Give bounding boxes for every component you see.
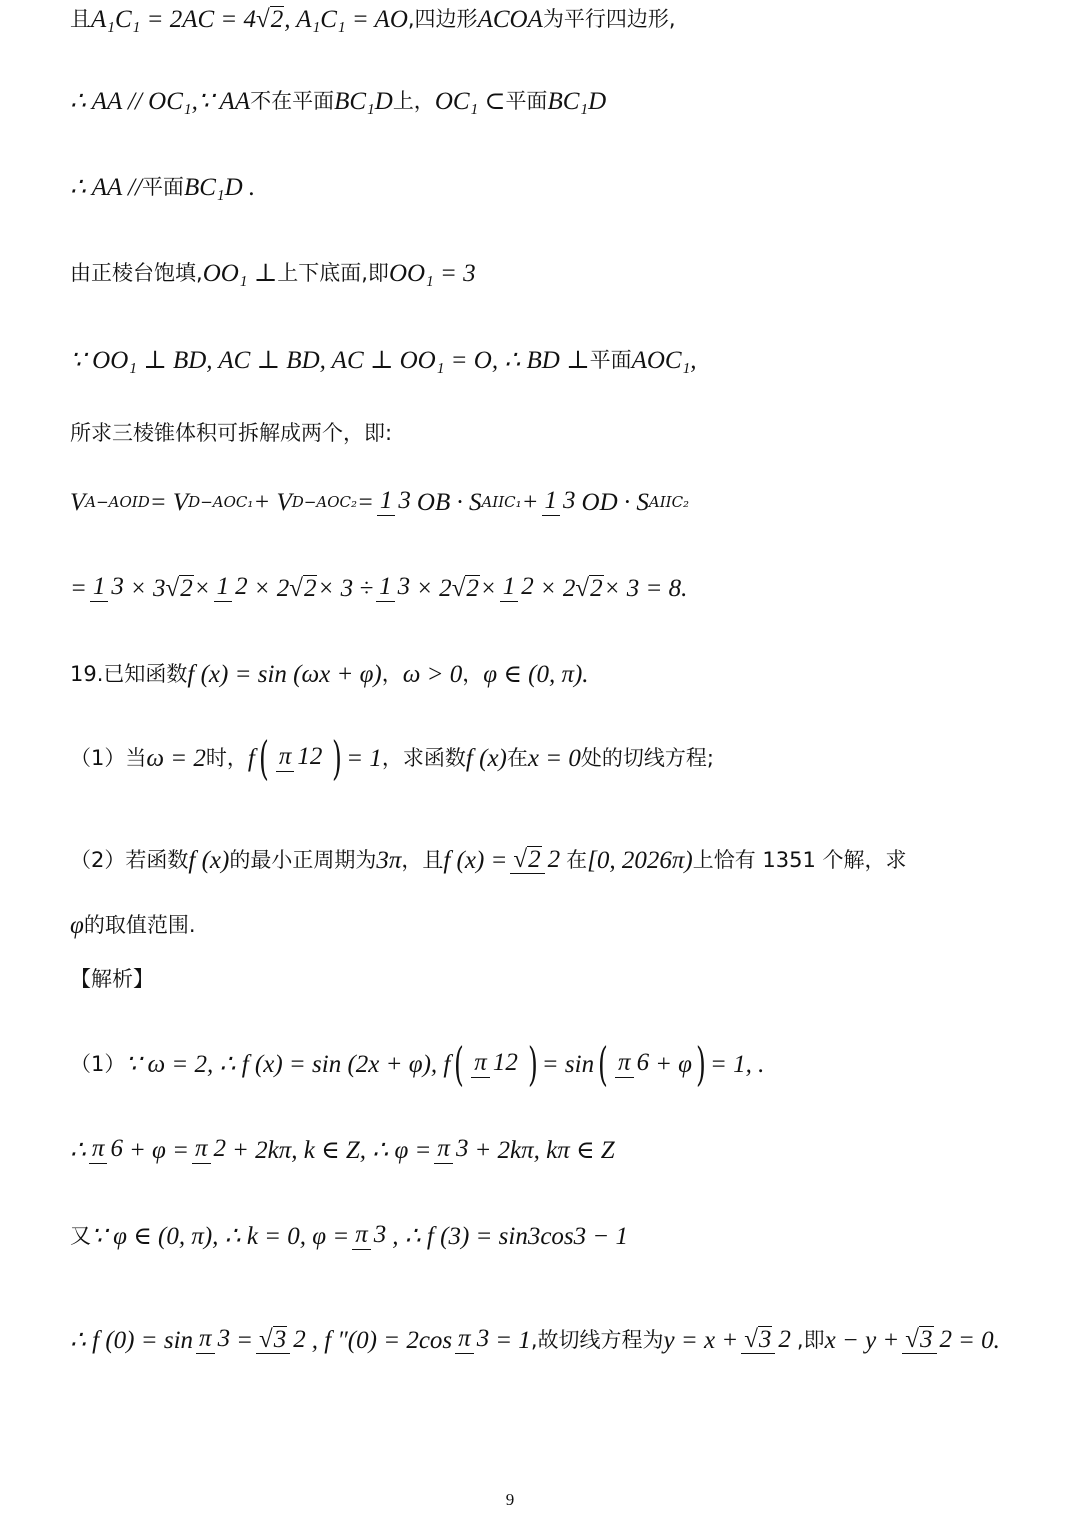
- math: .: [582, 660, 589, 688]
- denominator: 2: [939, 1325, 953, 1353]
- math: = 1: [346, 744, 382, 772]
- text: 由正棱台饱填,: [70, 260, 203, 285]
- line-1: [70, 4, 1030, 34]
- math: A₁C₁ = 2AC = 4: [91, 5, 257, 33]
- math: BC₁D: [334, 87, 393, 115]
- math: ×: [193, 574, 211, 602]
- line-4: [70, 258, 1030, 288]
- math: AOC₁,: [631, 346, 697, 374]
- text: 上恰有 1351 个解，求: [692, 847, 907, 872]
- sqrt: √2: [451, 575, 479, 602]
- line-15: [70, 1118, 1030, 1182]
- left-paren: (: [598, 1037, 608, 1091]
- text: 平面: [589, 347, 632, 372]
- math: =: [357, 488, 374, 516]
- text: ，求函数: [381, 745, 466, 770]
- text: ,故切线方程为: [530, 1327, 664, 1352]
- sqrt-value: 3: [758, 1325, 772, 1353]
- math: f (x) =: [443, 846, 508, 874]
- math: f (x) = sin (ωx + φ): [187, 660, 382, 688]
- numerator: π: [615, 1050, 634, 1077]
- line-12: [70, 910, 1030, 940]
- numerator: 1: [214, 574, 233, 601]
- math: ω = 2: [146, 744, 206, 772]
- text: 上，: [392, 88, 435, 113]
- math: f: [247, 744, 255, 772]
- fraction: [434, 1136, 471, 1163]
- line-8: [70, 556, 1030, 620]
- denominator: 2: [547, 845, 561, 873]
- numerator: 1: [377, 488, 396, 515]
- part-label: （2）: [70, 847, 126, 872]
- sqrt-value: 2: [590, 575, 603, 602]
- line-14: [70, 1032, 1030, 1096]
- math: = 0.: [958, 1326, 1000, 1354]
- math: = 1: [495, 1326, 531, 1354]
- numerator: √2: [510, 846, 544, 874]
- math: =: [70, 574, 87, 602]
- sqrt-value: 2: [528, 845, 541, 873]
- fraction: [196, 1326, 233, 1353]
- fraction: [542, 488, 579, 515]
- sqrt: √2: [289, 575, 317, 602]
- line-17: [70, 1308, 1030, 1372]
- text: 的取值范围.: [83, 912, 196, 937]
- denominator: 3: [111, 573, 124, 601]
- left-paren: (: [454, 1037, 465, 1091]
- fraction: [192, 1136, 229, 1163]
- line-6: [70, 418, 1030, 448]
- math: × 2: [253, 574, 290, 602]
- denominator: 3: [455, 1135, 469, 1163]
- math: V: [70, 488, 86, 516]
- math: ACOA: [477, 5, 543, 33]
- math: + φ: [655, 1050, 693, 1078]
- denominator: 2: [521, 573, 534, 601]
- math: , ∴ f (3) = sin3cos3 − 1: [392, 1222, 629, 1250]
- text: 当: [125, 745, 147, 770]
- math: × 3 = 8.: [603, 574, 688, 602]
- text: 又: [70, 1223, 91, 1248]
- text: ,即: [796, 1327, 825, 1352]
- text: 在: [566, 847, 588, 872]
- sqrt-value: 2: [270, 6, 284, 33]
- fraction: [276, 744, 326, 771]
- text: 若函数: [125, 847, 189, 872]
- line-16: [70, 1204, 1030, 1268]
- math: ∴: [70, 1136, 86, 1164]
- denominator: 3: [563, 487, 576, 515]
- numerator: √3: [741, 1326, 775, 1354]
- left-paren: (: [258, 731, 269, 785]
- denominator: 3: [217, 1325, 231, 1353]
- fraction: [256, 1326, 309, 1354]
- sqrt-value: 3: [920, 1325, 933, 1353]
- math: x = 0: [527, 744, 581, 772]
- line-9-problem-19: [70, 656, 1030, 692]
- math: ∴ AA // OC₁,∵ AA: [70, 87, 251, 115]
- text: ，: [462, 661, 484, 686]
- fraction: [377, 488, 414, 515]
- text: 且: [70, 6, 91, 31]
- text: 平面: [141, 174, 184, 199]
- numerator: π: [471, 1050, 490, 1077]
- text: 已知函数: [103, 661, 188, 686]
- text: ，且: [401, 847, 444, 872]
- denominator: 6: [636, 1049, 650, 1077]
- math: x − y +: [824, 1326, 900, 1354]
- math: [0, 2026π): [587, 846, 693, 874]
- sqrt: √2: [575, 575, 603, 602]
- numerator: 1: [500, 574, 519, 601]
- denominator: 12: [492, 1049, 518, 1077]
- text: 不在平面: [250, 88, 335, 113]
- section-heading: 【解析】: [70, 966, 154, 991]
- denominator: 2: [293, 1325, 306, 1353]
- math: BC₁D .: [183, 173, 256, 201]
- line-7: [70, 470, 1030, 534]
- line-11-part-2: [70, 828, 1030, 892]
- fraction: [500, 574, 537, 601]
- denominator: 3: [398, 487, 411, 515]
- math: 3π: [376, 846, 402, 874]
- numerator: π: [192, 1136, 211, 1163]
- sqrt-value: 2: [303, 575, 317, 602]
- denominator: 3: [373, 1221, 387, 1249]
- fraction: [90, 574, 127, 601]
- part-label: （1）: [70, 745, 126, 770]
- math: φ ∈ (0, π): [483, 660, 583, 688]
- math: × 3: [129, 574, 166, 602]
- text: 所求三棱锥体积可拆解成两个，即:: [70, 420, 393, 445]
- subscript: AIIC₁: [481, 492, 522, 511]
- math: = V: [149, 488, 189, 516]
- math: ∵ OO₁ ⊥ BD, AC ⊥ BD, AC ⊥ OO₁ = O, ∴ BD ⊥: [70, 346, 590, 374]
- text: 在: [506, 745, 528, 770]
- math: , A₁C₁ = AO: [284, 5, 408, 33]
- part-label: （1）: [70, 1051, 126, 1076]
- text: ，: [381, 661, 403, 686]
- math: = 1, .: [709, 1050, 765, 1078]
- text: 平面: [505, 88, 548, 113]
- fraction: [741, 1326, 794, 1354]
- fraction: [214, 574, 251, 601]
- fraction: [376, 574, 413, 601]
- fraction: [902, 1326, 955, 1354]
- fraction: [615, 1050, 652, 1077]
- math: , f ″(0) = 2cos: [311, 1326, 453, 1354]
- fraction: [455, 1326, 492, 1353]
- math: ∴ AA //: [70, 173, 142, 201]
- denominator: 6: [110, 1135, 123, 1163]
- math: =: [236, 1326, 253, 1354]
- denominator: 2: [235, 573, 248, 601]
- math: + V: [253, 488, 292, 516]
- math: y = x +: [663, 1326, 739, 1354]
- line-5: [70, 345, 1030, 375]
- numerator: π: [196, 1326, 215, 1353]
- denominator: 12: [297, 743, 323, 771]
- math: ∵ φ ∈ (0, π), ∴ k = 0, φ =: [91, 1222, 350, 1250]
- numerator: π: [455, 1326, 474, 1353]
- math: + φ =: [128, 1136, 190, 1164]
- fraction: [89, 1136, 126, 1163]
- numerator: 1: [376, 574, 395, 601]
- subscript: D−AOC₂: [291, 492, 358, 511]
- line-3: [70, 172, 1030, 202]
- math: +: [521, 488, 539, 516]
- numerator: 1: [542, 488, 561, 515]
- numerator: 1: [90, 574, 109, 601]
- text: 上下底面,即: [277, 260, 389, 285]
- math: ω > 0: [402, 660, 463, 688]
- right-paren: ): [527, 1037, 538, 1091]
- sqrt-value: 2: [466, 575, 479, 602]
- text: 为平行四边形,: [542, 6, 676, 31]
- problem-number: 19.: [70, 661, 104, 686]
- math: + 2kπ, kπ ∈ Z: [474, 1136, 615, 1164]
- math: ∴ f (0) = sin: [70, 1326, 194, 1354]
- sqrt-value: 2: [180, 575, 193, 602]
- right-paren: ): [332, 731, 343, 785]
- line-10-part-1: [70, 726, 1030, 790]
- math: = sin: [541, 1050, 595, 1078]
- denominator: 2: [213, 1135, 227, 1163]
- numerator: π: [276, 744, 295, 771]
- denominator: 2: [778, 1325, 791, 1353]
- denominator: 3: [397, 573, 411, 601]
- math: × 2: [416, 574, 452, 602]
- math: × 2: [539, 574, 576, 602]
- text: 时，: [205, 745, 248, 770]
- subscript: AIIC₂: [648, 492, 690, 511]
- math: × 3 ÷: [317, 574, 374, 602]
- sqrt: √2: [165, 575, 193, 602]
- right-paren: ): [696, 1037, 706, 1091]
- line-13-analysis-heading: [70, 964, 1030, 994]
- math: ∵ ω = 2, ∴ f (x) = sin (2x + φ), f: [125, 1050, 451, 1078]
- math: OO₁ ⊥: [202, 259, 278, 287]
- sqrt: √2: [256, 6, 284, 33]
- numerator: π: [352, 1222, 371, 1249]
- denominator: 3: [476, 1325, 490, 1353]
- text: ,四边形: [407, 6, 478, 31]
- math: OD · S: [581, 488, 649, 516]
- math: f (x): [188, 846, 230, 874]
- page-number: 9: [505, 1490, 515, 1509]
- math: OO₁ = 3: [388, 259, 476, 287]
- fraction: [510, 846, 563, 874]
- subscript: A−AOID: [85, 492, 150, 511]
- sqrt-value: 3: [273, 1325, 287, 1353]
- numerator: π: [89, 1136, 108, 1163]
- math: ×: [479, 574, 497, 602]
- subscript: D−AOC₁: [188, 492, 254, 511]
- math: BC₁D: [547, 87, 607, 115]
- math: φ: [70, 911, 84, 939]
- fraction: [471, 1050, 521, 1077]
- line-2: [70, 86, 1030, 116]
- math: OC₁ ⊂: [434, 87, 506, 115]
- text: 的最小正周期为: [229, 847, 377, 872]
- math: + 2kπ, k ∈ Z, ∴ φ =: [232, 1136, 432, 1164]
- math: OB · S: [416, 488, 482, 516]
- text: 处的切线方程;: [580, 745, 714, 770]
- numerator: √3: [256, 1326, 290, 1354]
- numerator: π: [434, 1136, 453, 1163]
- numerator: √3: [902, 1326, 936, 1354]
- fraction: [352, 1222, 389, 1249]
- math: f (x): [465, 744, 507, 772]
